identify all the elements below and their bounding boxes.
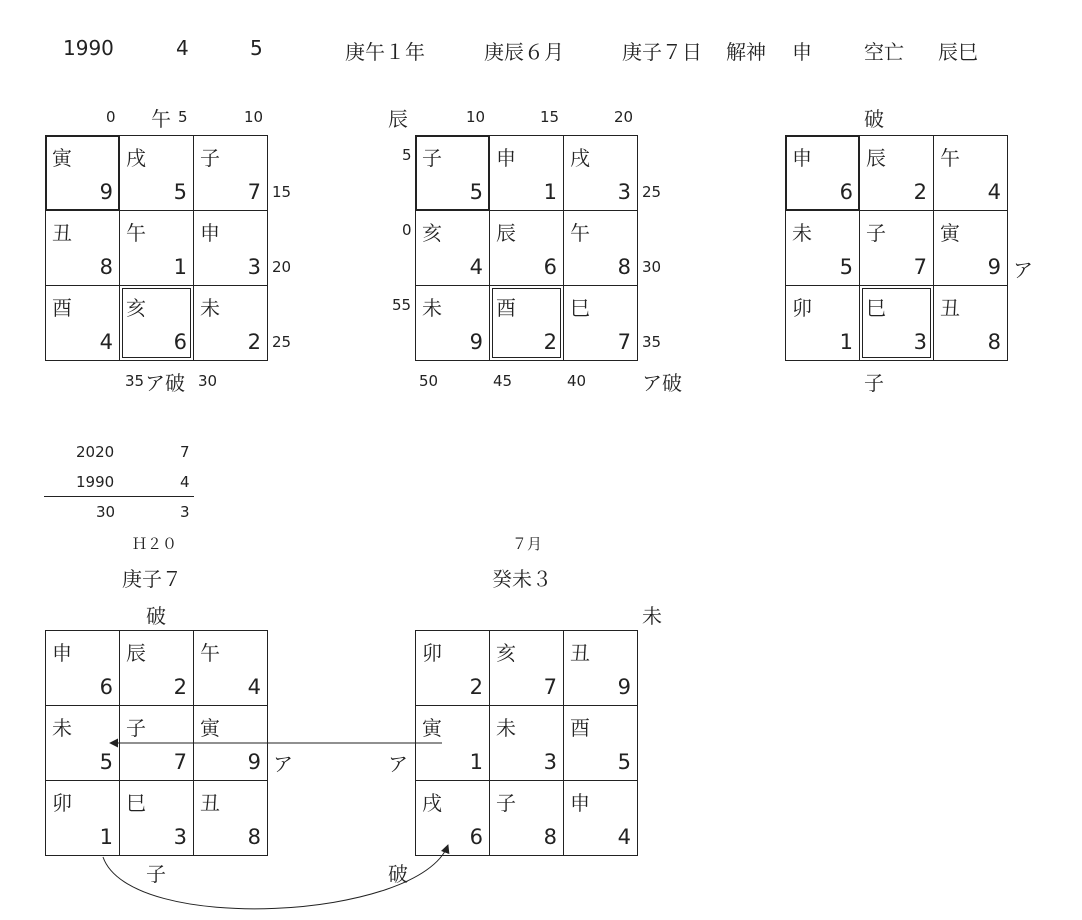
cell-star-number: 4 bbox=[247, 675, 261, 699]
board1-right-tick-2: 25 bbox=[272, 333, 292, 351]
calc-row2-year: 1990 bbox=[76, 473, 115, 491]
cell-zodiac-branch: 酉 bbox=[52, 296, 72, 320]
cell-zodiac-branch: 申 bbox=[570, 791, 590, 815]
cell-star-number: 8 bbox=[987, 330, 1001, 354]
cell-zodiac-branch: 寅 bbox=[52, 146, 72, 170]
board3-bottom-label: 子 bbox=[864, 371, 884, 395]
board1-top-tick-0: 0 bbox=[106, 108, 116, 126]
calc-row2-month: 4 bbox=[180, 473, 190, 491]
cell-zodiac-branch: 午 bbox=[570, 221, 590, 245]
cell-star-number: 5 bbox=[617, 750, 631, 774]
birth-day: 5 bbox=[250, 36, 263, 60]
cell-zodiac-branch: 戌 bbox=[126, 146, 146, 170]
board4-era: Ｈ２０ bbox=[132, 535, 178, 553]
cell-star-number: 4 bbox=[469, 255, 483, 279]
cell-star-number: 2 bbox=[469, 675, 483, 699]
board2-left-tick-0: 5 bbox=[402, 146, 412, 164]
cell-zodiac-branch: 戌 bbox=[422, 791, 442, 815]
cell-star-number: 7 bbox=[247, 180, 261, 204]
board4-pillar: 庚子７ bbox=[122, 567, 182, 591]
cell-star-number: 6 bbox=[173, 330, 187, 354]
cell-star-number: 3 bbox=[247, 255, 261, 279]
board1-bottom-label: ア破 bbox=[145, 371, 185, 395]
birth-month: 4 bbox=[176, 36, 189, 60]
board1-bottom-num-left: 35 bbox=[125, 372, 145, 390]
cell-star-number: 3 bbox=[173, 825, 187, 849]
cell-star-number: 4 bbox=[617, 825, 631, 849]
cell-zodiac-branch: 寅 bbox=[200, 716, 220, 740]
cell-zodiac-branch: 子 bbox=[496, 791, 516, 815]
cell-zodiac-branch: 戌 bbox=[570, 146, 590, 170]
cell-zodiac-branch: 子 bbox=[866, 221, 886, 245]
cell-star-number: 8 bbox=[99, 255, 113, 279]
board2-top-tick-1: 15 bbox=[540, 108, 560, 126]
cell-star-number: 5 bbox=[469, 180, 483, 204]
cell-zodiac-branch: 申 bbox=[792, 146, 812, 170]
cell-zodiac-branch: 申 bbox=[52, 641, 72, 665]
cell-zodiac-branch: 酉 bbox=[496, 296, 516, 320]
cell-star-number: 2 bbox=[247, 330, 261, 354]
board5-top-right-label: 未 bbox=[642, 604, 662, 628]
cell-star-number: 1 bbox=[839, 330, 853, 354]
board5-bottom-label: 破 bbox=[388, 862, 408, 886]
cell-star-number: 8 bbox=[247, 825, 261, 849]
board2-bottom-tick-0: 50 bbox=[419, 372, 439, 390]
board2-left-tick-1: 0 bbox=[402, 221, 412, 239]
board4-top-label: 破 bbox=[146, 604, 166, 628]
cell-star-number: 1 bbox=[99, 825, 113, 849]
board2-left-tick-2: 55 bbox=[392, 296, 412, 314]
cell-star-number: 3 bbox=[617, 180, 631, 204]
cell-zodiac-branch: 卯 bbox=[422, 641, 442, 665]
cell-star-number: 1 bbox=[543, 180, 557, 204]
cell-zodiac-branch: 丑 bbox=[52, 221, 72, 245]
board2-top-tick-0: 10 bbox=[466, 108, 486, 126]
cell-star-number: 3 bbox=[543, 750, 557, 774]
cell-star-number: 6 bbox=[469, 825, 483, 849]
cell-star-number: 9 bbox=[987, 255, 1001, 279]
cell-zodiac-branch: 亥 bbox=[126, 296, 146, 320]
cell-zodiac-branch: 辰 bbox=[126, 641, 146, 665]
cell-zodiac-branch: 午 bbox=[940, 146, 960, 170]
cell-zodiac-branch: 申 bbox=[496, 146, 516, 170]
board2-top-label: 辰 bbox=[388, 107, 408, 131]
board1-right-tick-1: 20 bbox=[272, 258, 292, 276]
cell-star-number: 8 bbox=[617, 255, 631, 279]
cell-star-number: 7 bbox=[617, 330, 631, 354]
cell-zodiac-branch: 未 bbox=[52, 716, 72, 740]
cell-zodiac-branch: 辰 bbox=[866, 146, 886, 170]
cell-zodiac-branch: 寅 bbox=[422, 716, 442, 740]
cell-star-number: 5 bbox=[839, 255, 853, 279]
cell-zodiac-branch: 巳 bbox=[126, 791, 146, 815]
kubou-label: 空亡 bbox=[864, 40, 904, 64]
cell-zodiac-branch: 寅 bbox=[940, 221, 960, 245]
board2-right-tick-0: 25 bbox=[642, 183, 662, 201]
day-pillar: 庚子７日 bbox=[622, 40, 702, 64]
cell-zodiac-branch: 子 bbox=[422, 146, 442, 170]
cell-star-number: 2 bbox=[913, 180, 927, 204]
cell-zodiac-branch: 未 bbox=[792, 221, 812, 245]
kubou-value: 辰巳 bbox=[938, 40, 978, 64]
cell-star-number: 6 bbox=[99, 675, 113, 699]
board4-bottom-label: 子 bbox=[146, 862, 166, 886]
board2-top-tick-2: 20 bbox=[614, 108, 634, 126]
cell-zodiac-branch: 午 bbox=[126, 221, 146, 245]
board1-top-tick-1: 5 bbox=[178, 108, 188, 126]
cell-star-number: 7 bbox=[173, 750, 187, 774]
cell-star-number: 8 bbox=[543, 825, 557, 849]
cell-zodiac-branch: 亥 bbox=[496, 641, 516, 665]
cell-zodiac-branch: 丑 bbox=[570, 641, 590, 665]
cell-zodiac-branch: 子 bbox=[126, 716, 146, 740]
board2-bottom-label: ア破 bbox=[642, 371, 682, 395]
month-pillar: 庚辰６月 bbox=[484, 40, 564, 64]
birth-year: 1990 bbox=[63, 36, 114, 60]
cell-zodiac-branch: 丑 bbox=[940, 296, 960, 320]
cell-zodiac-branch: 未 bbox=[200, 296, 220, 320]
cell-zodiac-branch: 巳 bbox=[570, 296, 590, 320]
year-pillar: 庚午１年 bbox=[345, 40, 425, 64]
cell-star-number: 7 bbox=[543, 675, 557, 699]
board3-right-label: ア bbox=[1013, 258, 1033, 282]
cell-star-number: 1 bbox=[173, 255, 187, 279]
calc-row1-year: 2020 bbox=[76, 443, 115, 461]
cell-zodiac-branch: 亥 bbox=[422, 221, 442, 245]
cell-zodiac-branch: 巳 bbox=[866, 296, 886, 320]
board2-bottom-tick-1: 45 bbox=[493, 372, 513, 390]
cell-zodiac-branch: 未 bbox=[422, 296, 442, 320]
board5-left-label: ア bbox=[388, 752, 408, 776]
board1-bottom-num-right: 30 bbox=[198, 372, 218, 390]
cell-star-number: 9 bbox=[247, 750, 261, 774]
board1-top-tick-2: 10 bbox=[244, 108, 264, 126]
calc-row1-month: 7 bbox=[180, 443, 190, 461]
calc-row3-year: 30 bbox=[96, 503, 116, 521]
cell-star-number: 7 bbox=[913, 255, 927, 279]
cell-zodiac-branch: 辰 bbox=[496, 221, 516, 245]
cell-zodiac-branch: 未 bbox=[496, 716, 516, 740]
board3-top-label: 破 bbox=[864, 107, 884, 131]
cell-star-number: 2 bbox=[173, 675, 187, 699]
cell-star-number: 5 bbox=[173, 180, 187, 204]
board2-right-tick-1: 30 bbox=[642, 258, 662, 276]
board4-right-label: ア bbox=[273, 752, 293, 776]
kaishin-value: 申 bbox=[792, 40, 812, 64]
cell-zodiac-branch: 午 bbox=[200, 641, 220, 665]
arrow-ha-connection bbox=[103, 845, 448, 909]
board2-right-tick-2: 35 bbox=[642, 333, 662, 351]
board1-top-label: 午 bbox=[151, 107, 171, 131]
board2-bottom-tick-2: 40 bbox=[567, 372, 587, 390]
cell-star-number: 5 bbox=[99, 750, 113, 774]
cell-star-number: 9 bbox=[99, 180, 113, 204]
board1-right-tick-0: 15 bbox=[272, 183, 292, 201]
cell-star-number: 4 bbox=[987, 180, 1001, 204]
cell-star-number: 6 bbox=[839, 180, 853, 204]
board5-month: ７月 bbox=[512, 535, 543, 553]
cell-zodiac-branch: 酉 bbox=[570, 716, 590, 740]
cell-star-number: 9 bbox=[617, 675, 631, 699]
cell-zodiac-branch: 卯 bbox=[52, 791, 72, 815]
board5-pillar: 癸未３ bbox=[492, 567, 552, 591]
cell-zodiac-branch: 丑 bbox=[200, 791, 220, 815]
cell-star-number: 9 bbox=[469, 330, 483, 354]
cell-zodiac-branch: 子 bbox=[200, 146, 220, 170]
cell-zodiac-branch: 申 bbox=[200, 221, 220, 245]
cell-star-number: 4 bbox=[99, 330, 113, 354]
kaishin-label: 解神 bbox=[726, 40, 766, 64]
cell-star-number: 2 bbox=[543, 330, 557, 354]
calc-row3-month: 3 bbox=[180, 503, 190, 521]
cell-star-number: 6 bbox=[543, 255, 557, 279]
cell-star-number: 3 bbox=[913, 330, 927, 354]
cell-zodiac-branch: 卯 bbox=[792, 296, 812, 320]
cell-star-number: 1 bbox=[469, 750, 483, 774]
